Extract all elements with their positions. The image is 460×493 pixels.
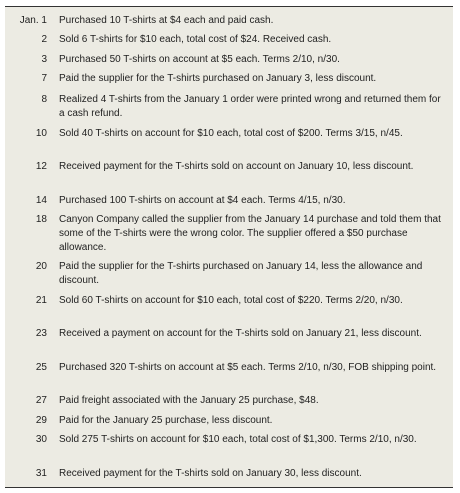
transaction-description: Sold 275 T-shirts on account for $10 each, total cost of $1,300. Terms 2/10, n/30. xyxy=(59,434,417,445)
transaction-description: Paid freight associated with the January 25 purchase, $48. xyxy=(59,395,319,406)
transaction-date: 14 xyxy=(35,195,47,206)
transaction-description: Paid the supplier for the T-shirts purchased on January 3, less discount. xyxy=(59,73,377,84)
transaction-description: Received payment for the T-shirts sold on January 30, less discount. xyxy=(59,468,362,479)
transaction-description: Sold 6 T-shirts for $10 each, total cost of $24. Received cash. xyxy=(59,34,332,45)
transaction-date: 31 xyxy=(35,468,47,479)
transaction-description: Paid the supplier for the T-shirts purchased on January 14, less the allowance and discount. xyxy=(59,261,423,286)
transaction-description: Sold 40 T-shirts on account for $10 each, total cost of $200. Terms 3/15, n/45. xyxy=(59,128,403,139)
transaction-date: Jan. 1 xyxy=(19,15,47,26)
transaction-description: Purchased 320 T-shirts on account at $5 each. Terms 2/10, n/30, FOB shipping point. xyxy=(59,362,437,373)
transaction-description: Realized 4 T-shirts from the January 1 order were printed wrong and returned them for a cash refund. xyxy=(59,94,441,119)
transaction-date: 7 xyxy=(41,73,47,84)
transaction-date: 18 xyxy=(35,214,47,225)
transaction-date: 27 xyxy=(35,395,47,406)
transaction-date: 23 xyxy=(35,328,47,339)
transaction-date: 20 xyxy=(35,261,47,272)
transaction-description: Purchased 50 T-shirts on account at $5 each. Terms 2/10, n/30. xyxy=(59,54,340,65)
transaction-date: 8 xyxy=(41,94,47,105)
transaction-description: Sold 60 T-shirts on account for $10 each, total cost of $220. Terms 2/20, n/30. xyxy=(59,295,403,306)
transaction-date: 2 xyxy=(41,34,47,45)
transaction-date: 12 xyxy=(35,161,47,172)
transaction-description: Received payment for the T-shirts sold on account on January 10, less discount. xyxy=(59,161,414,172)
transactions-panel xyxy=(5,6,453,488)
transaction-date: 30 xyxy=(35,434,47,445)
transaction-date: 3 xyxy=(41,54,47,65)
transaction-date: 29 xyxy=(35,415,47,426)
transaction-description: Canyon Company called the supplier from the January 14 purchase and told them that some of the T-shirts were the wrong color. The supplier offered a $50 purchase allowance. xyxy=(59,214,441,253)
transaction-description: Purchased 10 T-shirts at $4 each and paid cash. xyxy=(59,15,274,26)
transaction-description: Purchased 100 T-shirts on account at $4 each. Terms 4/15, n/30. xyxy=(59,195,346,206)
transaction-date: 21 xyxy=(35,295,47,306)
transaction-date: 25 xyxy=(35,362,47,373)
transaction-description: Received a payment on account for the T-shirts sold on January 21, less discount. xyxy=(59,328,422,339)
transaction-date: 10 xyxy=(35,128,47,139)
transaction-description: Paid for the January 25 purchase, less discount. xyxy=(59,415,273,426)
